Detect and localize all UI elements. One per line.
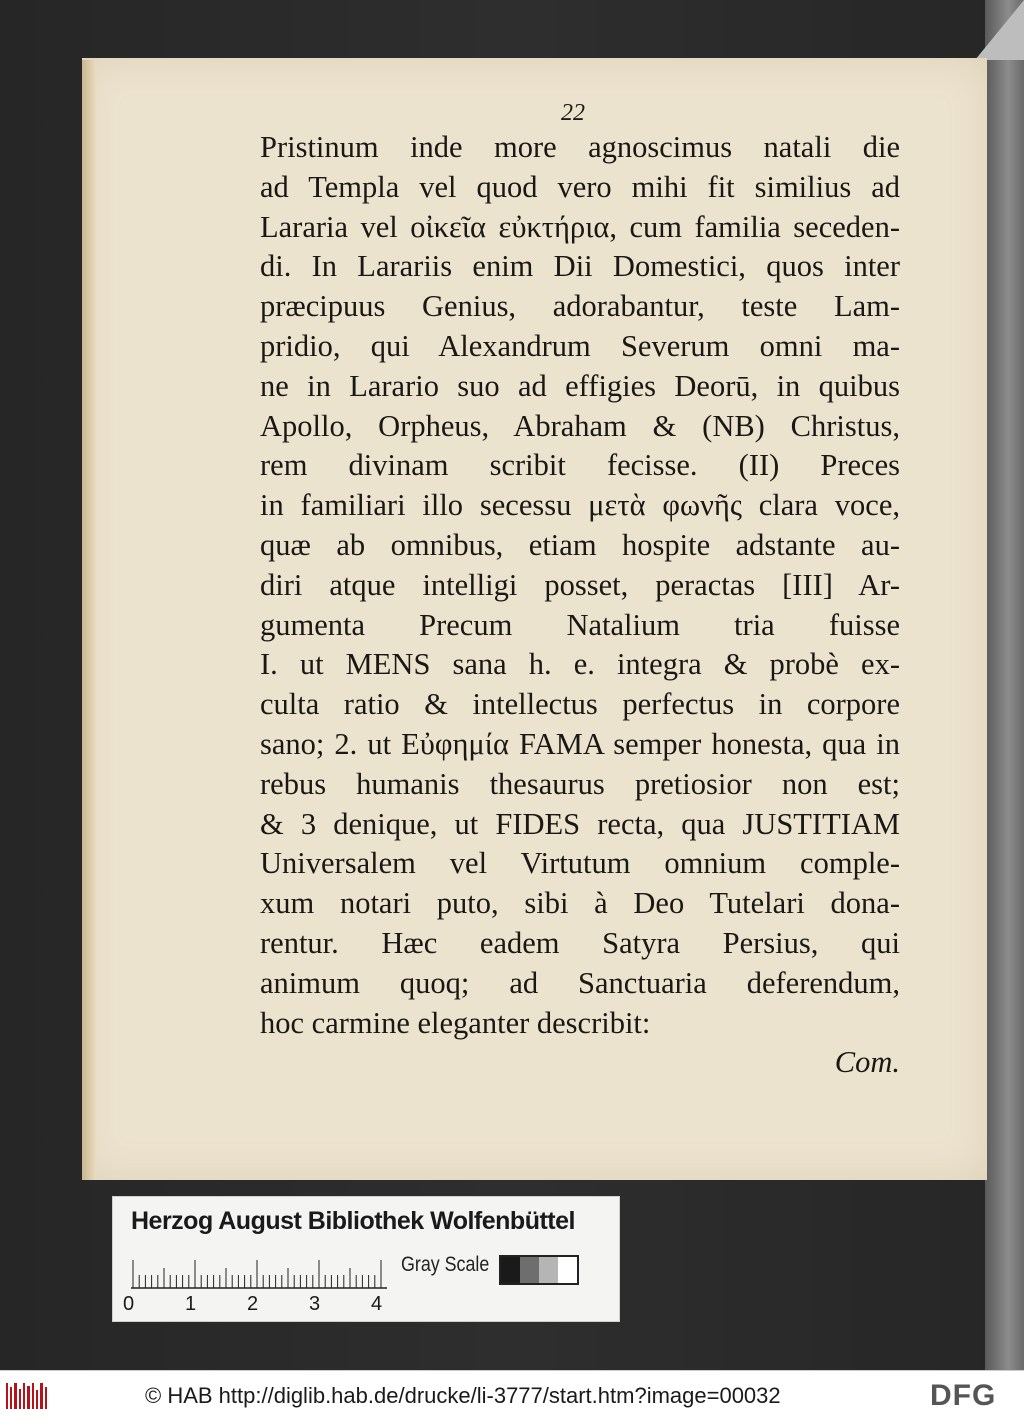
catchword: Com. <box>834 1045 900 1080</box>
text-line: Universalem vel Virtutum omnium comple- <box>260 846 900 881</box>
text-line: Apollo, Orpheus, Abraham & (NB) Christus, <box>260 408 900 443</box>
gray-swatch <box>520 1257 539 1283</box>
ruler-number: 1 <box>185 1293 197 1315</box>
gray-scale-label: Gray Scale <box>401 1253 490 1276</box>
gray-swatch <box>539 1257 558 1283</box>
text-line: rebus humanis thesaurus pretiosior non est; <box>260 766 900 801</box>
dfg-logo: DFG <box>930 1379 997 1412</box>
ruler-numbers <box>123 1293 403 1317</box>
page-number: 22 <box>561 100 585 126</box>
text-line: I. ut MENS sana h. e. integra & probè ex- <box>260 647 900 682</box>
ruler <box>131 1259 391 1289</box>
page-spine <box>82 60 96 1180</box>
text-line: pridio, qui Alexandrum Severum omni ma- <box>260 328 900 363</box>
text-line: hoc carmine eleganter describit: <box>260 1005 651 1040</box>
text-line: gumenta Precum Natalium tria fuisse <box>260 607 900 642</box>
text-line: Pristinum inde more agnoscimus natali die <box>260 130 900 164</box>
text-line: diri atque intelligi posset, peractas [III] Ar- <box>260 567 900 602</box>
gray-swatch <box>558 1257 577 1283</box>
text-line: & 3 denique, ut FIDES recta, qua JUSTITIAM <box>260 806 900 841</box>
text-line: rentur. Hæc eadem Satyra Persius, qui <box>260 925 900 960</box>
text-line: Lararia vel οἰκεῖα εὐκτήρια, cum familia seceden- <box>260 209 900 244</box>
copyright-link[interactable]: © HAB http://diglib.hab.de/drucke/li-3777/start.htm?image=00032 <box>145 1383 781 1408</box>
gray-scale-swatches <box>499 1255 579 1285</box>
page-text <box>260 128 900 1083</box>
ruler-number: 2 <box>247 1293 259 1315</box>
text-line: xum notari puto, sibi à Deo Tutelari dona- <box>260 886 900 921</box>
text-line: in familiari illo secessu μετὰ φωνῆς clara voce, <box>260 488 900 523</box>
footer <box>0 1370 1024 1421</box>
text-line: præcipuus Genius, adorabantur, teste Lam- <box>260 289 900 324</box>
text-line: culta ratio & intellectus perfectus in corpore <box>260 687 900 722</box>
text-line: ad Templa vel quod vero mihi fit similius ad <box>260 169 900 204</box>
text-line: rem divinam scribit fecisse. (II) Preces <box>260 448 900 483</box>
gray-swatch <box>501 1257 520 1283</box>
scan-edge <box>985 0 1024 1370</box>
ruler-number: 4 <box>371 1293 383 1315</box>
ruler-number: 3 <box>309 1293 321 1315</box>
library-name: Herzog August Bibliothek Wolfenbüttel <box>131 1207 575 1235</box>
library-label-card <box>112 1196 620 1322</box>
text-line: ne in Larario suo ad effigies Deorū, in quibus <box>260 368 900 403</box>
text-line: quæ ab omnibus, etiam hospite adstante au- <box>260 527 900 562</box>
ruler-number: 0 <box>123 1293 135 1315</box>
text-line: animum quoq; ad Sanctuaria deferendum, <box>260 965 900 1000</box>
text-line: di. In Larariis enim Dii Domestici, quos inter <box>260 249 900 284</box>
text-line: sano; 2. ut Εὐφημία FAMA semper honesta, qua in <box>260 726 900 761</box>
hab-barcode-logo-icon <box>6 1381 48 1411</box>
